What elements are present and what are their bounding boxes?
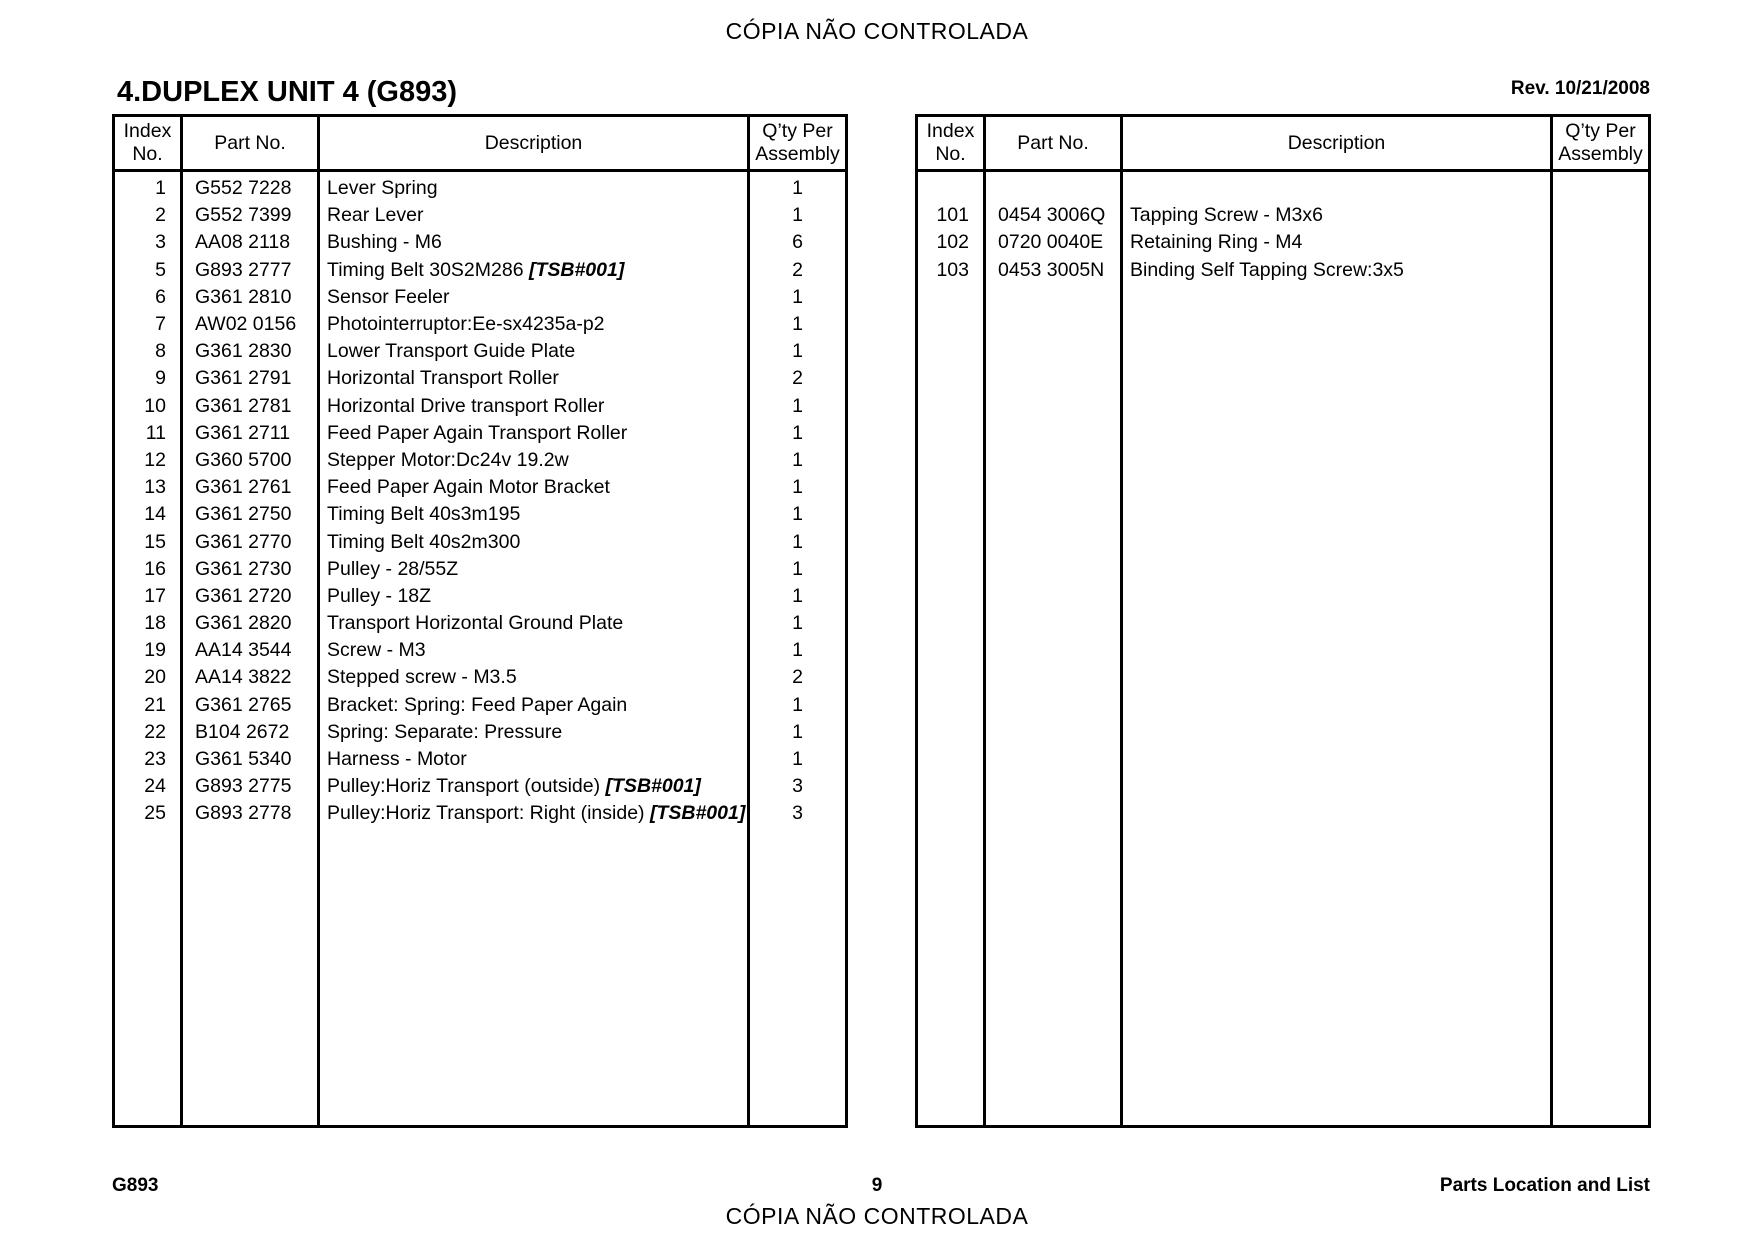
index-cell: 2: [114, 202, 182, 229]
description-cell: [319, 692, 749, 719]
table-row: [917, 229, 1650, 256]
description-text: Horizontal Transport Roller: [327, 367, 559, 390]
description-cell: [319, 719, 749, 746]
column-header-part: Part No.: [182, 116, 319, 171]
description-cell: [319, 556, 749, 583]
part-number-cell: AA14 3822: [182, 664, 319, 691]
description-text: Lower Transport Guide Plate: [327, 340, 576, 363]
description-text: Timing Belt 40s2m300: [327, 530, 521, 553]
index-cell: 17: [114, 583, 182, 610]
table-row: [114, 719, 847, 746]
index-cell: 101: [917, 202, 985, 229]
column-header-qty: [1552, 116, 1650, 171]
description-text: Timing Belt 40s3m195: [327, 503, 521, 526]
quantity-cell: 1: [749, 583, 847, 610]
part-number-cell: G893 2778: [182, 800, 319, 827]
index-cell: 102: [917, 229, 985, 256]
description-cell: [319, 746, 749, 773]
quantity-cell: 1: [749, 746, 847, 773]
header-index-line2: No.: [132, 143, 163, 165]
table-row: [114, 420, 847, 447]
quantity-cell: 1: [749, 393, 847, 420]
quantity-cell: 3: [749, 773, 847, 800]
tsb-reference: [TSB#001]: [649, 802, 746, 825]
index-cell: 5: [114, 257, 182, 284]
quantity-cell: 1: [749, 501, 847, 528]
description-text: Photointerruptor:Ee-sx4235a-p2: [327, 313, 605, 336]
empty-cell: [1122, 284, 1552, 1127]
index-cell: 9: [114, 365, 182, 392]
description-cell: [1122, 229, 1552, 256]
description-cell: [1122, 257, 1552, 284]
quantity-cell: [1552, 229, 1650, 256]
table-header-row: [917, 116, 1650, 171]
description-text: Sensor Feeler: [327, 285, 450, 308]
watermark-top: CÓPIA NÃO CONTROLADA: [725, 18, 1029, 44]
quantity-cell: 6: [749, 229, 847, 256]
empty-cell: [1552, 284, 1650, 1127]
description-cell: [319, 610, 749, 637]
description-text: Transport Horizontal Ground Plate: [327, 612, 624, 635]
header-qty-line1: Q’ty Per: [762, 120, 833, 142]
part-number-cell: G552 7228: [182, 171, 319, 203]
table-row: [917, 202, 1650, 229]
index-cell: 3: [114, 229, 182, 256]
footer-section: Parts Location and List: [1439, 1175, 1650, 1196]
description-cell: [319, 420, 749, 447]
table-row: [114, 171, 847, 203]
quantity-cell: 1: [749, 719, 847, 746]
quantity-cell: 1: [749, 610, 847, 637]
table-row: [917, 171, 1650, 203]
filler-row: [917, 284, 1650, 1127]
quantity-cell: 1: [749, 338, 847, 365]
description-cell: [319, 637, 749, 664]
description-cell: [319, 773, 749, 800]
part-number-cell: G893 2777: [182, 257, 319, 284]
part-number-cell: G360 5700: [182, 447, 319, 474]
header-qty-line2: Assembly: [1558, 143, 1643, 165]
table-row: [114, 202, 847, 229]
quantity-cell: 1: [749, 284, 847, 311]
description-text: Stepped screw - M3.5: [327, 666, 517, 689]
part-number-cell: G361 2761: [182, 474, 319, 501]
part-number-cell: AW02 0156: [182, 311, 319, 338]
part-number-cell: G361 2720: [182, 583, 319, 610]
quantity-cell: [1552, 171, 1650, 203]
table-row: [114, 257, 847, 284]
description-cell: [1122, 202, 1552, 229]
description-cell: [319, 229, 749, 256]
index-cell: 22: [114, 719, 182, 746]
empty-cell: [114, 828, 182, 1127]
quantity-cell: [1552, 202, 1650, 229]
index-cell: 8: [114, 338, 182, 365]
description-cell: [319, 311, 749, 338]
description-text: Tapping Screw - M3x6: [1130, 204, 1323, 227]
quantity-cell: [1552, 257, 1650, 284]
description-cell: [319, 800, 749, 827]
index-cell: 19: [114, 637, 182, 664]
description-text: Bushing - M6: [327, 231, 442, 254]
header-qty-line2: Assembly: [755, 143, 840, 165]
part-number-cell: G361 2820: [182, 610, 319, 637]
index-cell: 21: [114, 692, 182, 719]
description-text: Spring: Separate: Pressure: [327, 720, 563, 743]
index-cell: 20: [114, 664, 182, 691]
empty-cell: [985, 284, 1122, 1127]
quantity-cell: 3: [749, 800, 847, 827]
description-cell: [319, 393, 749, 420]
table-row: [114, 583, 847, 610]
part-number-cell: G893 2775: [182, 773, 319, 800]
part-number-cell: AA08 2118: [182, 229, 319, 256]
table-row: [114, 664, 847, 691]
part-number-cell: [985, 171, 1122, 203]
table-row: [917, 257, 1650, 284]
quantity-cell: 1: [749, 202, 847, 229]
quantity-cell: 2: [749, 365, 847, 392]
table-row: [114, 501, 847, 528]
description-text: Pulley:Horiz Transport (outside): [327, 775, 606, 798]
tsb-reference: [TSB#001]: [528, 258, 625, 281]
part-number-cell: G361 2765: [182, 692, 319, 719]
description-cell: [319, 583, 749, 610]
quantity-cell: 1: [749, 556, 847, 583]
description-cell: [319, 528, 749, 555]
index-cell: 23: [114, 746, 182, 773]
index-cell: 10: [114, 393, 182, 420]
description-text: Retaining Ring - M4: [1130, 231, 1303, 254]
table-row: [114, 556, 847, 583]
empty-cell: [182, 828, 319, 1127]
column-header-description: Description: [1122, 116, 1552, 171]
table-row: [114, 637, 847, 664]
header-index-line2: No.: [935, 143, 966, 165]
quantity-cell: 1: [749, 637, 847, 664]
index-cell: 24: [114, 773, 182, 800]
index-cell: 6: [114, 284, 182, 311]
part-number-cell: B104 2672: [182, 719, 319, 746]
part-number-cell: AA14 3544: [182, 637, 319, 664]
description-text: Pulley - 28/55Z: [327, 557, 459, 580]
description-text: Binding Self Tapping Screw:3x5: [1130, 258, 1404, 281]
table-row: [114, 338, 847, 365]
footer-page-number: 9: [871, 1175, 883, 1196]
index-cell: 14: [114, 501, 182, 528]
description-cell: [319, 501, 749, 528]
part-number-cell: 0453 3005N: [985, 257, 1122, 284]
part-number-cell: 0454 3006Q: [985, 202, 1122, 229]
description-cell: [319, 365, 749, 392]
parts-table-right: [915, 114, 1651, 1128]
index-cell: 11: [114, 420, 182, 447]
description-cell: [319, 257, 749, 284]
description-text: Lever Spring: [327, 177, 438, 200]
table-body-left: [114, 171, 847, 1127]
header-qty-line1: Q’ty Per: [1565, 120, 1636, 142]
column-header-part: Part No.: [985, 116, 1122, 171]
description-cell: [319, 171, 749, 203]
revision-date: Rev. 10/21/2008: [1510, 78, 1650, 99]
empty-cell: [749, 828, 847, 1127]
table-row: [114, 393, 847, 420]
index-cell: 103: [917, 257, 985, 284]
description-text: Timing Belt 30S2M286: [327, 258, 529, 281]
table-row: [114, 284, 847, 311]
table-header-row: [114, 116, 847, 171]
table-row: [114, 365, 847, 392]
index-cell: 7: [114, 311, 182, 338]
table-row: [114, 610, 847, 637]
table-body-right: [917, 171, 1650, 1127]
description-cell: [319, 284, 749, 311]
part-number-cell: G361 2711: [182, 420, 319, 447]
table-row: [114, 773, 847, 800]
part-number-cell: 0720 0040E: [985, 229, 1122, 256]
page-title: 4.DUPLEX UNIT 4 (G893): [117, 76, 458, 108]
description-text: Feed Paper Again Motor Bracket: [327, 476, 610, 499]
description-text: Rear Lever: [327, 204, 424, 227]
quantity-cell: 2: [749, 257, 847, 284]
footer-model: G893: [112, 1175, 159, 1196]
description-text: Harness - Motor: [327, 748, 467, 771]
part-number-cell: G361 2770: [182, 528, 319, 555]
description-text: Feed Paper Again Transport Roller: [327, 421, 628, 444]
index-cell: 1: [114, 171, 182, 203]
quantity-cell: 1: [749, 171, 847, 203]
table-row: [114, 800, 847, 827]
index-cell: 25: [114, 800, 182, 827]
quantity-cell: 1: [749, 474, 847, 501]
table-row: [114, 474, 847, 501]
description-text: Bracket: Spring: Feed Paper Again: [327, 693, 628, 716]
part-number-cell: G361 2730: [182, 556, 319, 583]
part-number-cell: G361 2810: [182, 284, 319, 311]
column-header-index: [917, 116, 985, 171]
quantity-cell: 1: [749, 692, 847, 719]
index-cell: 13: [114, 474, 182, 501]
parts-table-left: [112, 114, 848, 1128]
part-number-cell: G361 5340: [182, 746, 319, 773]
description-cell: [319, 664, 749, 691]
table-row: [114, 447, 847, 474]
table-row: [114, 746, 847, 773]
description-text: Pulley:Horiz Transport: Right (inside): [327, 802, 650, 825]
index-cell: 16: [114, 556, 182, 583]
description-cell: [1122, 171, 1552, 203]
description-text: Screw - M3: [327, 639, 426, 662]
quantity-cell: 1: [749, 311, 847, 338]
table-row: [114, 692, 847, 719]
part-number-cell: G361 2830: [182, 338, 319, 365]
watermark-bottom: CÓPIA NÃO CONTROLADA: [725, 1203, 1029, 1229]
quantity-cell: 1: [749, 528, 847, 555]
index-cell: [917, 171, 985, 203]
header-index-line1: Index: [926, 120, 975, 142]
empty-cell: [917, 284, 985, 1127]
description-cell: [319, 474, 749, 501]
part-number-cell: G361 2781: [182, 393, 319, 420]
quantity-cell: 1: [749, 420, 847, 447]
table-row: [114, 528, 847, 555]
index-cell: 15: [114, 528, 182, 555]
description-cell: [319, 338, 749, 365]
description-text: Pulley - 18Z: [327, 584, 432, 607]
column-header-description: Description: [319, 116, 749, 171]
tsb-reference: [TSB#001]: [605, 775, 701, 798]
part-number-cell: G361 2750: [182, 501, 319, 528]
table-row: [114, 311, 847, 338]
header-index-line1: Index: [123, 120, 172, 142]
table-row: [114, 229, 847, 256]
column-header-qty: [749, 116, 847, 171]
empty-cell: [319, 828, 749, 1127]
quantity-cell: 2: [749, 664, 847, 691]
filler-row: [114, 828, 847, 1127]
description-cell: [319, 447, 749, 474]
index-cell: 18: [114, 610, 182, 637]
quantity-cell: 1: [749, 447, 847, 474]
description-cell: [319, 202, 749, 229]
index-cell: 12: [114, 447, 182, 474]
description-text: Stepper Motor:Dc24v 19.2w: [327, 448, 569, 471]
column-header-index: [114, 116, 182, 171]
description-text: Horizontal Drive transport Roller: [327, 394, 605, 417]
part-number-cell: G552 7399: [182, 202, 319, 229]
part-number-cell: G361 2791: [182, 365, 319, 392]
